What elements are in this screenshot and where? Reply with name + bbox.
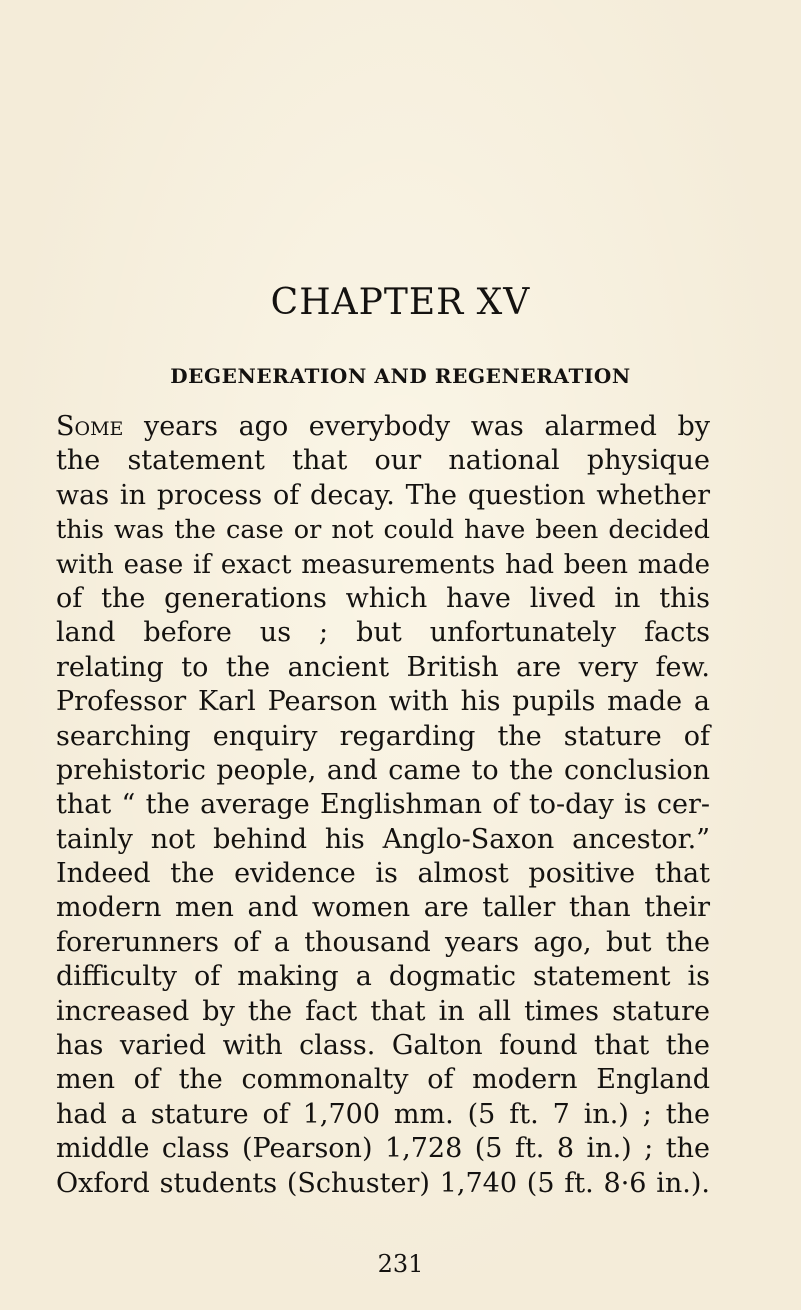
chapter-title: CHAPTER XV [270,282,531,323]
body-paragraph [56,410,710,1201]
text-line: has varied with class. Galton found that the [56,1030,710,1062]
first-line-text: years ago everybody was alarmed by [123,411,710,442]
text-line: searching enquiry regarding the stature of [56,720,710,752]
text-line: forerunners of a thousand years ago, but the [56,926,710,958]
text-line: Professor Karl Pearson with his pupils made a [56,686,710,718]
text-line: that “ the average Englishman of to-day is cer- [56,789,710,821]
text-line: relating to the ancient British are very few. [56,651,710,683]
text-line: tainly not behind his Anglo-Saxon ancestor.” [56,823,710,855]
text-line: modern men and women are taller than their [56,892,710,924]
text-line: Oxford students (Schuster) 1,740 (5 ft. 8·6 in.). [56,1167,710,1199]
text-line: this was the case or not could have been decided [56,515,710,546]
text-line: Indeed the evidence is almost positive that [56,858,710,890]
text-line: increased by the fact that in all times stature [56,995,710,1027]
chapter-subtitle: DEGENERATION AND REGENERATION [170,364,631,388]
text-line: prehistoric people, and came to the conclusion [56,754,710,786]
text-line-1 [56,410,710,444]
text-line: middle class (Pearson) 1,728 (5 ft. 8 in.) ; the [56,1133,710,1165]
text-line: was in process of decay. The question whether [56,479,710,511]
text-line: with ease if exact measurements had been made [56,549,710,580]
drop-word: Some [56,411,124,442]
text-line: the statement that our national physique [56,445,710,477]
text-line: men of the commonalty of modern England [56,1064,710,1096]
text-line: had a stature of 1,700 mm. (5 ft. 7 in.) ; the [56,1098,710,1130]
page-number: 231 [377,1250,424,1278]
text-line: of the generations which have lived in this [56,582,710,614]
text-line: difficulty of making a dogmatic statement is [56,961,710,993]
text-line: land before us ; but unfortunately facts [56,617,710,649]
